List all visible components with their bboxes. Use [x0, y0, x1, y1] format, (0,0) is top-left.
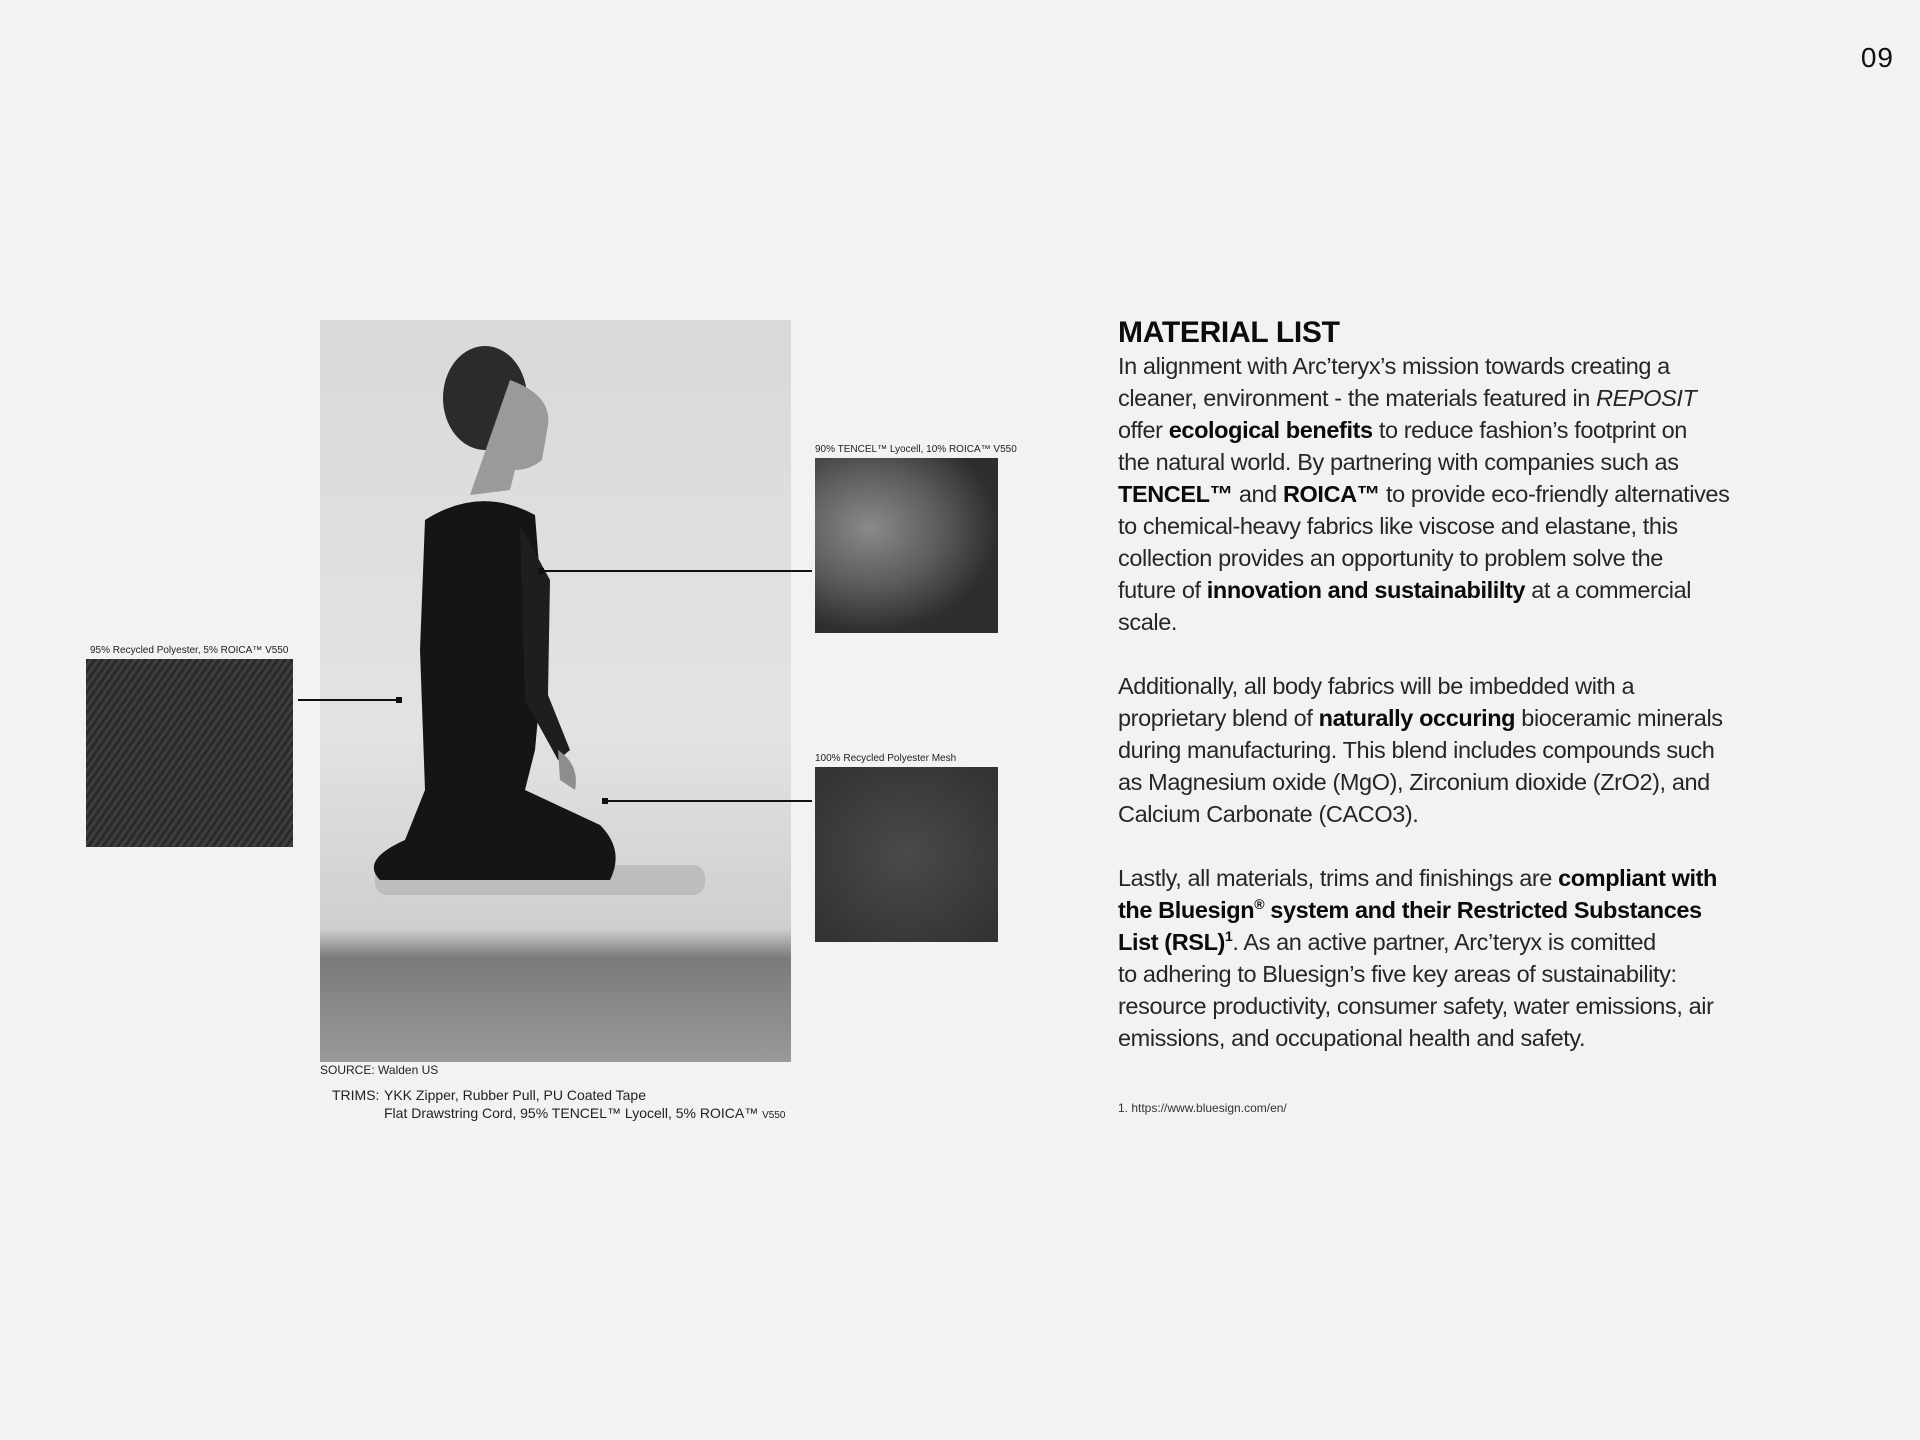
text-segment: resource productivity, consumer safety, water emissions, air — [1118, 993, 1714, 1019]
footnote: 1. https://www.bluesign.com/en/ — [1118, 1101, 1287, 1115]
model-photo — [320, 320, 791, 1062]
text-segment: Calcium Carbonate (CACO3). — [1118, 801, 1419, 827]
kneeling-model-illustration — [320, 320, 791, 1062]
paragraph-line — [1118, 510, 1838, 542]
paragraph-line — [1118, 574, 1838, 606]
leader-dot-bottom — [602, 798, 608, 804]
paragraph-line — [1118, 350, 1838, 382]
fabric-swatch-tencel-lyocell — [815, 458, 998, 633]
paragraph-line — [1118, 606, 1838, 638]
paragraph — [1118, 350, 1838, 638]
trims-line-2-suffix: V550 — [762, 1110, 786, 1121]
bold-text: compliant with — [1558, 865, 1718, 891]
paragraph-line — [1118, 702, 1838, 734]
section-title: MATERIAL LIST — [1118, 316, 1340, 349]
bold-text: ROICA™ — [1282, 481, 1380, 507]
bold-text: TENCEL™ — [1118, 481, 1233, 507]
leader-dot-top — [538, 568, 544, 574]
text-segment: to adhering to Bluesign’s five key areas of sustainability: — [1118, 961, 1677, 987]
text-segment: . As an active partner, Arc’teryx is comitted — [1232, 929, 1656, 955]
paragraph-line — [1118, 542, 1838, 574]
text-segment: Lastly, all materials, trims and finishings are — [1118, 865, 1559, 891]
text-segment: cleaner, environment - the materials featured in — [1118, 385, 1597, 411]
paragraph-line — [1118, 670, 1838, 702]
swatch-label-top: 90% TENCEL™ Lyocell, 10% ROICA™ V550 — [815, 444, 1017, 455]
text-segment: during manufacturing. This blend includes compounds such — [1118, 737, 1715, 763]
bold-text: innovation and sustainabililty — [1206, 577, 1526, 603]
paragraph-line — [1118, 862, 1838, 894]
leader-line-bottom — [604, 800, 812, 802]
text-segment: Additionally, all body fabrics will be imbedded with a — [1118, 673, 1635, 699]
text-segment: scale. — [1118, 609, 1177, 635]
paragraph-line — [1118, 926, 1838, 958]
paragraph-line — [1118, 382, 1838, 414]
source-value: Walden US — [378, 1063, 439, 1077]
text-segment: future of — [1118, 577, 1207, 603]
source-label: SOURCE: — [320, 1063, 375, 1077]
paragraph-line — [1118, 734, 1838, 766]
photo-source — [320, 1063, 438, 1077]
trims-label: TRIMS: — [332, 1087, 380, 1103]
text-segment: emissions, and occupational health and safety. — [1118, 1025, 1586, 1051]
swatch-label-left: 95% Recycled Polyester, 5% ROICA™ V550 — [90, 645, 289, 656]
trims-line-2: Flat Drawstring Cord, 95% TENCEL™ Lyocell, 5% ROICA™ — [384, 1105, 759, 1121]
text-segment: to provide eco-friendly alternatives — [1379, 481, 1730, 507]
leader-dot-left — [396, 697, 402, 703]
material-list-section — [1118, 316, 1838, 1086]
text-segment: In alignment with Arc’teryx’s mission towards creating a — [1118, 353, 1670, 379]
text-segment: at a commercial — [1525, 577, 1692, 603]
text-segment: offer — [1118, 417, 1169, 443]
paragraph-line — [1118, 1022, 1838, 1054]
paragraph-line — [1118, 798, 1838, 830]
bold-text: naturally occuring — [1318, 705, 1516, 731]
trims-line-1: YKK Zipper, Rubber Pull, PU Coated Tape — [384, 1087, 647, 1103]
swatch-label-bottom: 100% Recycled Polyester Mesh — [815, 753, 957, 764]
paragraph-line — [1118, 446, 1838, 478]
text-segment: REPOSIT — [1596, 385, 1697, 411]
bold-text: the Bluesign — [1118, 897, 1255, 923]
fabric-swatch-polyester-mesh — [815, 767, 998, 942]
paragraph-line — [1118, 766, 1838, 798]
paragraph — [1118, 862, 1838, 1054]
text-segment: and — [1232, 481, 1283, 507]
text-segment: to chemical-heavy fabrics like viscose and elastane, this — [1118, 513, 1678, 539]
bold-text: List (RSL) — [1118, 929, 1225, 955]
text-segment: to reduce fashion’s footprint on — [1372, 417, 1687, 443]
paragraph — [1118, 670, 1838, 830]
bold-text: 1 — [1224, 928, 1233, 945]
paragraph-line — [1118, 414, 1838, 446]
bold-text: ecological benefits — [1168, 417, 1373, 443]
bold-text: ® — [1254, 896, 1265, 913]
paragraph-line — [1118, 958, 1838, 990]
body-text — [1118, 350, 1838, 1054]
text-segment: collection provides an opportunity to problem solve the — [1118, 545, 1663, 571]
fabric-swatch-recycled-polyester — [86, 659, 293, 847]
text-segment: the natural world. By partnering with companies such as — [1118, 449, 1679, 475]
leader-line-left — [298, 699, 399, 701]
text-segment: as Magnesium oxide (MgO), Zirconium dioxide (ZrO2), and — [1118, 769, 1710, 795]
bold-text: system and their Restricted Substances — [1264, 897, 1702, 923]
text-segment: proprietary blend of — [1118, 705, 1319, 731]
paragraph-line — [1118, 894, 1838, 926]
leader-line-top — [540, 570, 812, 572]
paragraph-line — [1118, 990, 1838, 1022]
paragraph-line — [1118, 478, 1838, 510]
page-number: 09 — [1860, 42, 1894, 73]
text-segment: bioceramic minerals — [1515, 705, 1723, 731]
trims-info — [332, 1086, 785, 1125]
